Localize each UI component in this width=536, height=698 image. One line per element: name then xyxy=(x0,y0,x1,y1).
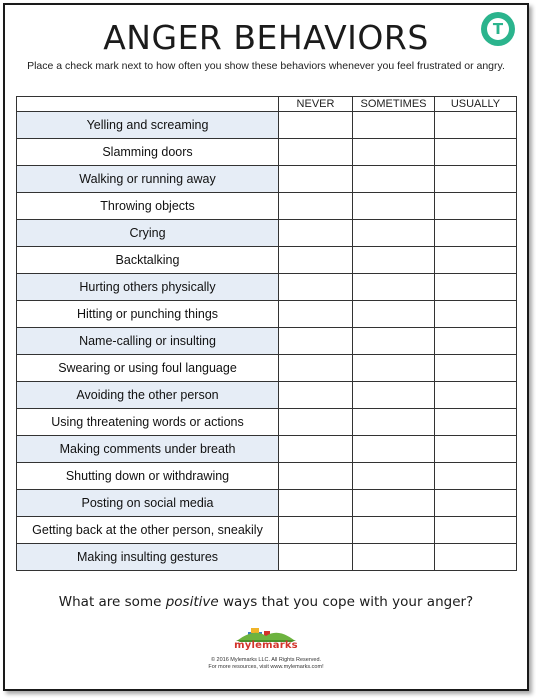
table-row xyxy=(17,382,517,409)
behavior-label: Crying xyxy=(17,220,279,247)
behavior-label: Slamming doors xyxy=(17,139,279,166)
table-row xyxy=(17,193,517,220)
checkbox-cell-usually[interactable] xyxy=(435,490,517,517)
checkbox-cell-never[interactable] xyxy=(279,166,353,193)
page-title: ANGER BEHAVIORS xyxy=(103,18,429,57)
checkbox-cell-usually[interactable] xyxy=(435,166,517,193)
checkbox-cell-never[interactable] xyxy=(279,328,353,355)
checkbox-cell-usually[interactable] xyxy=(435,436,517,463)
checkbox-cell-never[interactable] xyxy=(279,436,353,463)
checkbox-cell-never[interactable] xyxy=(279,544,353,571)
checkbox-cell-usually[interactable] xyxy=(435,112,517,139)
column-header-usually: USUALLY xyxy=(435,97,517,112)
table-row xyxy=(17,436,517,463)
behavior-label: Making insulting gestures xyxy=(17,544,279,571)
behavior-label: Getting back at the other person, sneakily xyxy=(17,517,279,544)
checkbox-cell-usually[interactable] xyxy=(435,355,517,382)
checkbox-cell-sometimes[interactable] xyxy=(353,490,435,517)
behavior-label: Yelling and screaming xyxy=(17,112,279,139)
behavior-label: Walking or running away xyxy=(17,166,279,193)
badge-letter: T xyxy=(492,20,504,38)
checkbox-cell-never[interactable] xyxy=(279,139,353,166)
behavior-label: Backtalking xyxy=(17,247,279,274)
checkbox-cell-never[interactable] xyxy=(279,517,353,544)
checkbox-cell-never[interactable] xyxy=(279,247,353,274)
prompt-before: What are some xyxy=(58,594,166,610)
table-row xyxy=(17,490,517,517)
table-row xyxy=(17,220,517,247)
behavior-label: Using threatening words or actions xyxy=(17,409,279,436)
checkbox-cell-never[interactable] xyxy=(279,409,353,436)
prompt-emphasis: positive xyxy=(165,594,219,610)
table-row xyxy=(17,544,517,571)
copyright-line-1: © 2016 Mylemarks LLC. All Rights Reserved. xyxy=(210,657,322,663)
checkbox-cell-sometimes[interactable] xyxy=(353,355,435,382)
table-row xyxy=(17,166,517,193)
table-row xyxy=(17,301,517,328)
behavior-label: Shutting down or withdrawing xyxy=(17,463,279,490)
instructions: Place a check mark next to how often you show these behaviors whenever you feel frustrated or angry. xyxy=(27,60,505,72)
checkbox-cell-never[interactable] xyxy=(279,490,353,517)
table-row xyxy=(17,409,517,436)
checkbox-cell-never[interactable] xyxy=(279,193,353,220)
reflection-prompt xyxy=(0,594,532,610)
checkbox-cell-usually[interactable] xyxy=(435,328,517,355)
checkbox-cell-never[interactable] xyxy=(279,274,353,301)
copyright-line-2: For more resources, visit www.mylemarks.com! xyxy=(208,664,324,670)
checkbox-cell-usually[interactable] xyxy=(435,463,517,490)
behavior-label: Throwing objects xyxy=(17,193,279,220)
checkbox-cell-never[interactable] xyxy=(279,463,353,490)
table-row xyxy=(17,328,517,355)
checkbox-cell-usually[interactable] xyxy=(435,301,517,328)
checkbox-cell-never[interactable] xyxy=(279,382,353,409)
checkbox-cell-sometimes[interactable] xyxy=(353,463,435,490)
prompt-after: ways that you cope with your anger? xyxy=(218,594,474,610)
checkbox-cell-sometimes[interactable] xyxy=(353,247,435,274)
checkbox-cell-never[interactable] xyxy=(279,112,353,139)
checkbox-cell-sometimes[interactable] xyxy=(353,112,435,139)
behavior-label: Avoiding the other person xyxy=(17,382,279,409)
checkbox-cell-sometimes[interactable] xyxy=(353,301,435,328)
behavior-label: Making comments under breath xyxy=(17,436,279,463)
checkbox-cell-sometimes[interactable] xyxy=(353,328,435,355)
checkbox-cell-sometimes[interactable] xyxy=(353,139,435,166)
teacher-badge-icon xyxy=(481,12,515,46)
checkbox-cell-never[interactable] xyxy=(279,355,353,382)
table-row xyxy=(17,274,517,301)
copyright xyxy=(0,657,532,671)
checkbox-cell-sometimes[interactable] xyxy=(353,166,435,193)
checkbox-cell-sometimes[interactable] xyxy=(353,517,435,544)
checkbox-cell-sometimes[interactable] xyxy=(353,409,435,436)
column-header xyxy=(17,97,279,112)
checkbox-cell-usually[interactable] xyxy=(435,382,517,409)
checkbox-cell-usually[interactable] xyxy=(435,517,517,544)
behavior-label: Swearing or using foul language xyxy=(17,355,279,382)
table-row xyxy=(17,112,517,139)
table-row xyxy=(17,355,517,382)
checkbox-cell-sometimes[interactable] xyxy=(353,193,435,220)
table-row xyxy=(17,247,517,274)
checkbox-cell-usually[interactable] xyxy=(435,139,517,166)
behavior-table xyxy=(16,96,517,571)
checkbox-cell-never[interactable] xyxy=(279,220,353,247)
table-header-row xyxy=(17,97,517,112)
table-row xyxy=(17,463,517,490)
column-header-sometimes: SOMETIMES xyxy=(353,97,435,112)
checkbox-cell-sometimes[interactable] xyxy=(353,436,435,463)
behavior-label: Posting on social media xyxy=(17,490,279,517)
checkbox-cell-sometimes[interactable] xyxy=(353,382,435,409)
checkbox-cell-usually[interactable] xyxy=(435,409,517,436)
checkbox-cell-usually[interactable] xyxy=(435,247,517,274)
behavior-label: Name-calling or insulting xyxy=(17,328,279,355)
checkbox-cell-never[interactable] xyxy=(279,301,353,328)
behavior-label: Hitting or punching things xyxy=(17,301,279,328)
checkbox-cell-sometimes[interactable] xyxy=(353,274,435,301)
logo-wordmark: mylemarks xyxy=(234,640,298,651)
checkbox-cell-usually[interactable] xyxy=(435,544,517,571)
table-row xyxy=(17,517,517,544)
checkbox-cell-sometimes[interactable] xyxy=(353,544,435,571)
checkbox-cell-usually[interactable] xyxy=(435,220,517,247)
checkbox-cell-usually[interactable] xyxy=(435,193,517,220)
checkbox-cell-sometimes[interactable] xyxy=(353,220,435,247)
column-header-never: NEVER xyxy=(279,97,353,112)
behavior-label: Hurting others physically xyxy=(17,274,279,301)
table-row xyxy=(17,139,517,166)
checkbox-cell-usually[interactable] xyxy=(435,274,517,301)
